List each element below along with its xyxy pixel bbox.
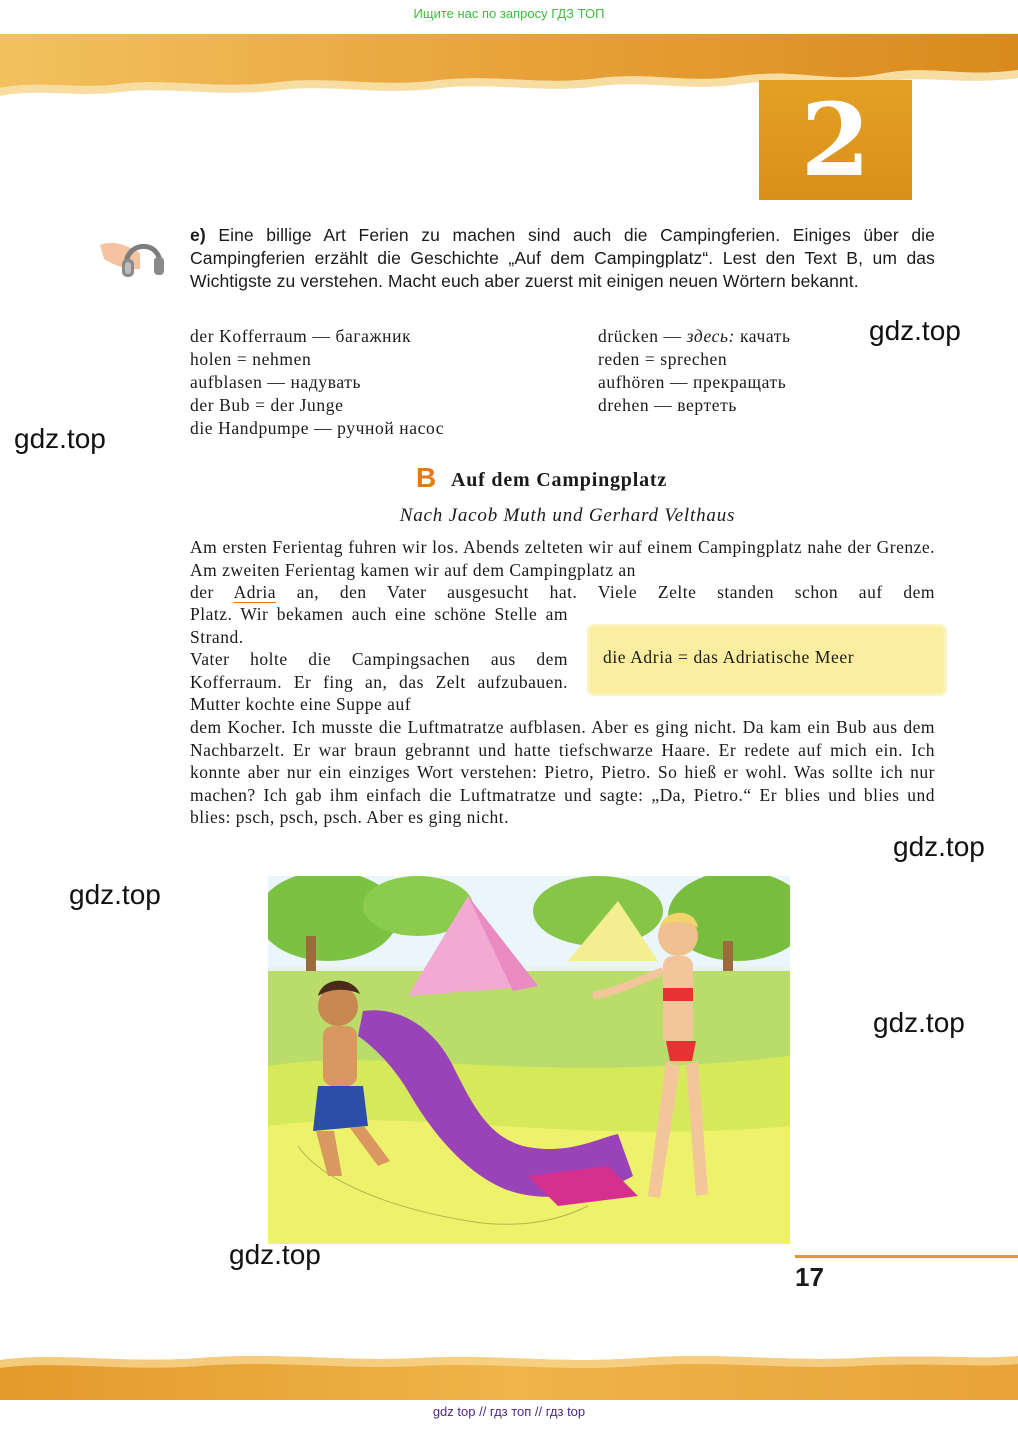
vocab-item: holen = nehmen (190, 349, 312, 369)
exercise-text: Eine billige Art Ferien zu machen sind auch die Campingferien. Einiges über die Campingferien erzählt die Geschichte „Auf dem Campingplatz“. Lest den Text B, um das Wichtigste zu verstehen. Macht euch aber zuerst mit einigen neuen Wörtern bekannt. (190, 225, 935, 291)
vocabulary-list-left (190, 325, 444, 440)
page-number-rule (795, 1255, 1018, 1258)
chapter-number-badge: 2 (759, 80, 912, 200)
story-paragraph-narrow: Platz. Wir bekamen auch eine schöne Stelle am Strand. Vater holte die Campingsachen aus dem Kofferraum. Er fing an, das Zelt aufzubauen. Mutter kochte eine Suppe auf (190, 604, 568, 714)
text-marker: B (416, 462, 437, 493)
vocab-item: aufhören — прекращать (598, 372, 787, 392)
vocabulary-list-right (598, 325, 791, 417)
vocab-item: der Bub = der Junge (190, 395, 344, 415)
vocab-item: aufblasen — надувать (190, 372, 362, 392)
gloss-note-text: die Adria = das Adriatische Meer (603, 647, 855, 667)
page-number: 17 (795, 1262, 824, 1292)
exercise-label: e) (190, 225, 206, 245)
bottom-decorative-band (0, 1350, 1018, 1400)
exercise-instruction (190, 224, 935, 293)
vocab-item: drehen — вертеть (598, 395, 737, 415)
story-paragraph: dem Kocher. Ich musste die Luftmatratze aufblasen. Aber es ging nicht. Da kam ein Bub aus dem Nachbarzelt. Er war braun gebrannt und hatte tiefschwarze Haare. Er redete auf mich ein. Ich konnte aber nur ein einziges Wort verstehen: Pietro, Pietro. So hieß er wohl. Was sollte ich nur machen? Ich gab ihm einfach die Luftmatratze und sagte: „Da, Pietro.“ Er blies und blies und blies: psch, psch, psch. Aber es ging nicht. (190, 717, 935, 827)
watermark: gdz.top (69, 879, 161, 910)
watermark: gdz.top (14, 423, 106, 454)
watermark: gdz.top (869, 315, 961, 346)
watermark: gdz.top (893, 831, 985, 862)
headphones-icon (100, 225, 166, 281)
watermark: gdz.top (229, 1239, 321, 1270)
watermark: gdz.top (873, 1007, 965, 1038)
bottom-link[interactable]: gdz top // гдз топ // гдз top (432, 1404, 586, 1419)
vocab-item: drücken — здесь: качать (598, 326, 791, 346)
story-paragraph: Am ersten Ferientag fuhren wir los. Abends zelteten wir auf einem Campingplatz nahe der Grenze. Am zweiten Ferientag kamen wir auf dem Campingplatz an der Adria an, den Vater ausgesucht hat. Viele Zelte standen schon auf dem (190, 537, 936, 602)
vocab-item: reden = sprechen (598, 349, 728, 369)
vocab-item: der Kofferraum — багажник (190, 326, 412, 346)
camping-illustration (268, 876, 790, 1244)
story-author: Nach Jacob Muth und Gerhard Velthaus (399, 505, 736, 526)
story-title: Auf dem Campingplatz (451, 469, 668, 491)
glossed-word: Adria (233, 582, 276, 602)
vocab-item: die Handpumpe — ручной насос (190, 418, 445, 438)
top-link[interactable]: Ищите нас по запросу ГДЗ ТОП (413, 6, 605, 21)
